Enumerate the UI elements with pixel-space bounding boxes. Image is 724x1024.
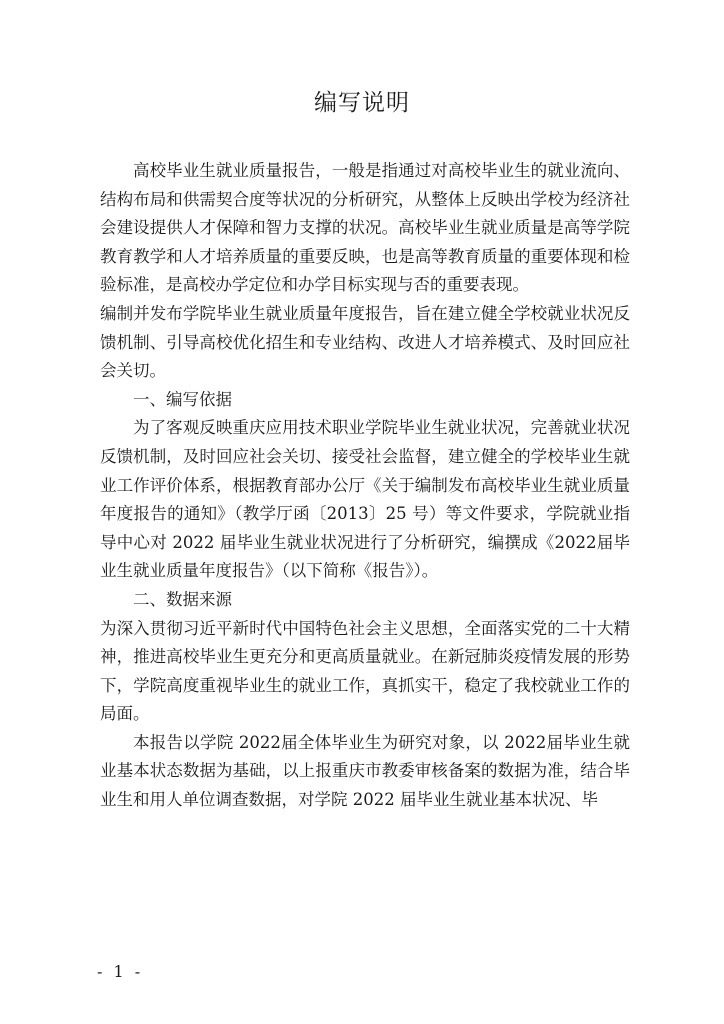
data-source-paragraph-1: 为深入贯彻习近平新时代中国特色社会主义思想，全面落实党的二十大精神，推进高校毕业生更充分和更高质量就业。在新冠肺炎疫情发展的形势下，学院高度重视毕业生的就业工作，真抓实干，稳定了我校就业工作的局面。 [100, 618, 630, 724]
document-title: 编写说明 [314, 90, 410, 116]
basis-paragraph: 为了客观反映重庆应用技术职业学院毕业生就业状况，完善就业状况反馈机制，及时回应社会关切、接受社会监督，建立健全的学校毕业生就业工作评价体系，根据教育部办公厅《关于编制发布高校毕业生就业质量年度报告的通知》（教学厅函〔2013〕25 号）等文件要求，学院就业指导中心对 2022 届毕业生就业状况进行了分析研究，编撰成《2022届毕业生就业质量年度报告》（以下简称《报告》）。 [100, 418, 630, 581]
data-source-paragraph-2: 本报告以学院 2022届全体毕业生为研究对象，以 2022届毕业生就业基本状态数据为基础，以上报重庆市教委审核备案的数据为准，结合毕业生和用人单位调查数据，对学院 2022 届毕业生就业基本状况、毕 [100, 732, 630, 810]
section-heading-basis: 一、编写依据 [133, 389, 232, 409]
page-number: - 1 - [97, 962, 144, 981]
intro-paragraph-1: 高校毕业生就业质量报告，一般是指通过对高校毕业生的就业流向、结构布局和供需契合度等状况的分析研究，从整体上反映出学校为经济社会建设提供人才保障和智力支撑的状况。高校毕业生就业质量是高等学院教育教学和人才培养质量的重要反映，也是高等教育质量的重要体现和检验标准，是高校办学定位和办学目标实现与否的重要表现。 [100, 161, 630, 295]
document-body [100, 157, 630, 815]
intro-paragraph-2: 编制并发布学院毕业生就业质量年度报告，旨在建立健全学校就业状况反馈机制、引导高校优化招生和专业结构、改进人才培养模式、及时回应社会关切。 [100, 303, 630, 381]
section-heading-data-source: 二、数据来源 [133, 589, 232, 609]
